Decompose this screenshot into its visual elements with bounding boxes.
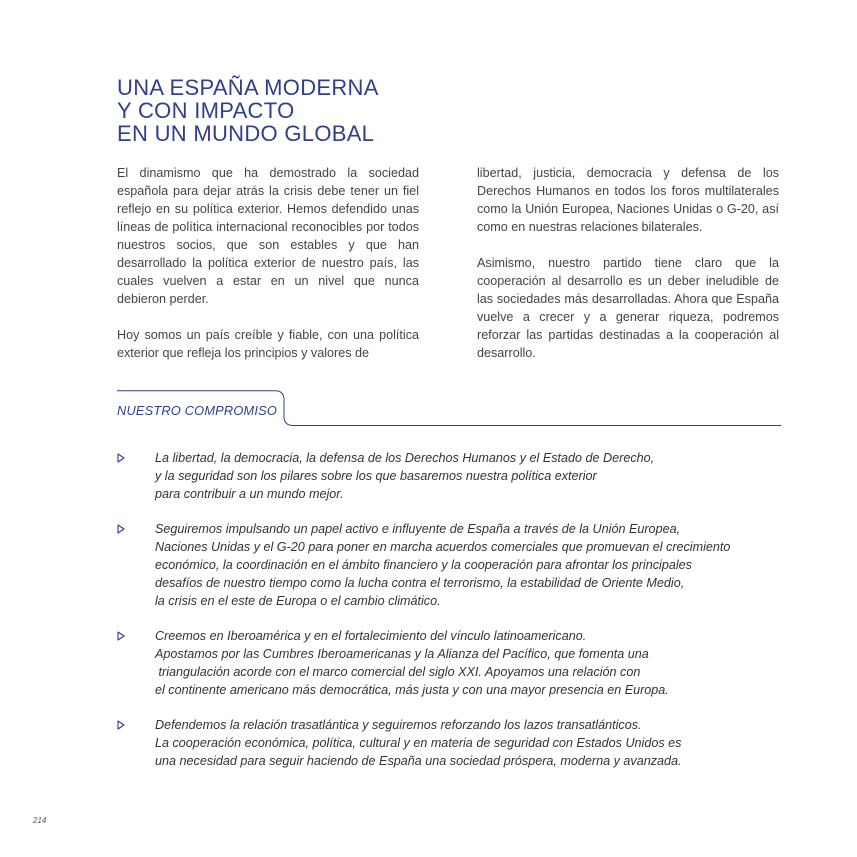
body-paragraph: Asimismo, nuestro partido tiene claro que la cooperación al desarrollo es un deber ineludible de las sociedades más desarrolladas. Ahora que España vuelve a crecer y a generar riqueza, podremos reforzar las partidas destinadas a la cooperación al desarrollo.	[477, 256, 779, 360]
list-item-line: Creemos en Iberoamérica y en el fortalecimiento del vínculo latinoamericano.	[155, 629, 587, 643]
body-column-left	[117, 164, 419, 380]
list-item	[117, 449, 781, 503]
list-item-line: para contribuir a un mundo mejor.	[155, 487, 344, 501]
list-item-line: Naciones Unidas y el G-20 para poner en marcha acuerdos comerciales que promuevan el crecimiento	[155, 540, 731, 554]
list-item-line: la crisis en el este de Europa o el cambio climático.	[155, 594, 441, 608]
page-number: 214	[33, 816, 47, 825]
triangle-outline-bullet-icon	[117, 720, 125, 730]
section-heading: NUESTRO COMPROMISO	[117, 403, 278, 418]
list-item-line: desafíos de nuestro tiempo como la lucha contra el terrorismo, la estabilidad de Oriente Medio,	[155, 576, 685, 590]
list-item-line: Seguiremos impulsando un papel activo e influyente de España a través de la Unión Europea,	[155, 522, 681, 536]
list-item	[117, 716, 781, 770]
list-item-line: Apostamos por las Cumbres Iberoamericanas y la Alianza del Pacífico, que fomenta una	[155, 647, 649, 661]
triangle-outline-bullet-icon	[117, 453, 125, 463]
list-item-line: triangulación acorde con el marco comercial del siglo XXI. Apoyamos una relación con	[155, 665, 641, 679]
body-paragraph: Hoy somos un país creíble y fiable, con una política exterior que refleja los principios y valores de	[117, 328, 419, 360]
list-item-line: y la seguridad son los pilares sobre los que basaremos nuestra política exterior	[155, 469, 597, 483]
title-line-2: Y CON IMPACTO	[117, 98, 295, 123]
body-paragraph: El dinamismo que ha demostrado la sociedad española para dejar atrás la crisis debe tener un fiel reflejo en su política exterior. Hemos defendido unas líneas de política internacional reconocibles por todos nuestros socios, que son estables y que han desarrollado la política exterior de nuestro país, las cuales vuelven a estar en un nivel que nunca debieron perder.	[117, 166, 419, 306]
list-item	[117, 520, 781, 610]
list-item-line: La libertad, la democracia, la defensa de los Derechos Humanos y el Estado de Derecho,	[155, 451, 655, 465]
list-item-line: Defendemos la relación trasatlántica y seguiremos reforzando los lazos transatlánticos.	[155, 718, 642, 732]
list-item-line: económico, la coordinación en el ámbito financiero y la cooperación para afrontar los principales	[155, 558, 692, 572]
commitment-list	[117, 449, 781, 770]
title-line-3: EN UN MUNDO GLOBAL	[117, 121, 375, 146]
list-item-line: La cooperación económica, política, cultural y en materia de seguridad con Estados Unidos es	[155, 736, 682, 750]
list-item-line: el continente americano más democrática, más justa y con una mayor presencia en Europa.	[155, 683, 669, 697]
triangle-outline-bullet-icon	[117, 524, 125, 534]
list-item-line: una necesidad para seguir haciendo de España una sociedad próspera, moderna y avanzada.	[155, 754, 682, 768]
list-item	[117, 627, 781, 699]
triangle-outline-bullet-icon	[117, 631, 125, 641]
title-line-1: UNA ESPAÑA MODERNA	[117, 75, 379, 100]
page-title	[117, 76, 379, 145]
body-column-right	[477, 164, 779, 380]
body-paragraph: libertad, justicia, democracia y defensa de los Derechos Humanos en todos los foros multilaterales como la Unión Europea, Naciones Unidas o G-20, así como en nuestras relaciones bilaterales.	[477, 166, 779, 234]
